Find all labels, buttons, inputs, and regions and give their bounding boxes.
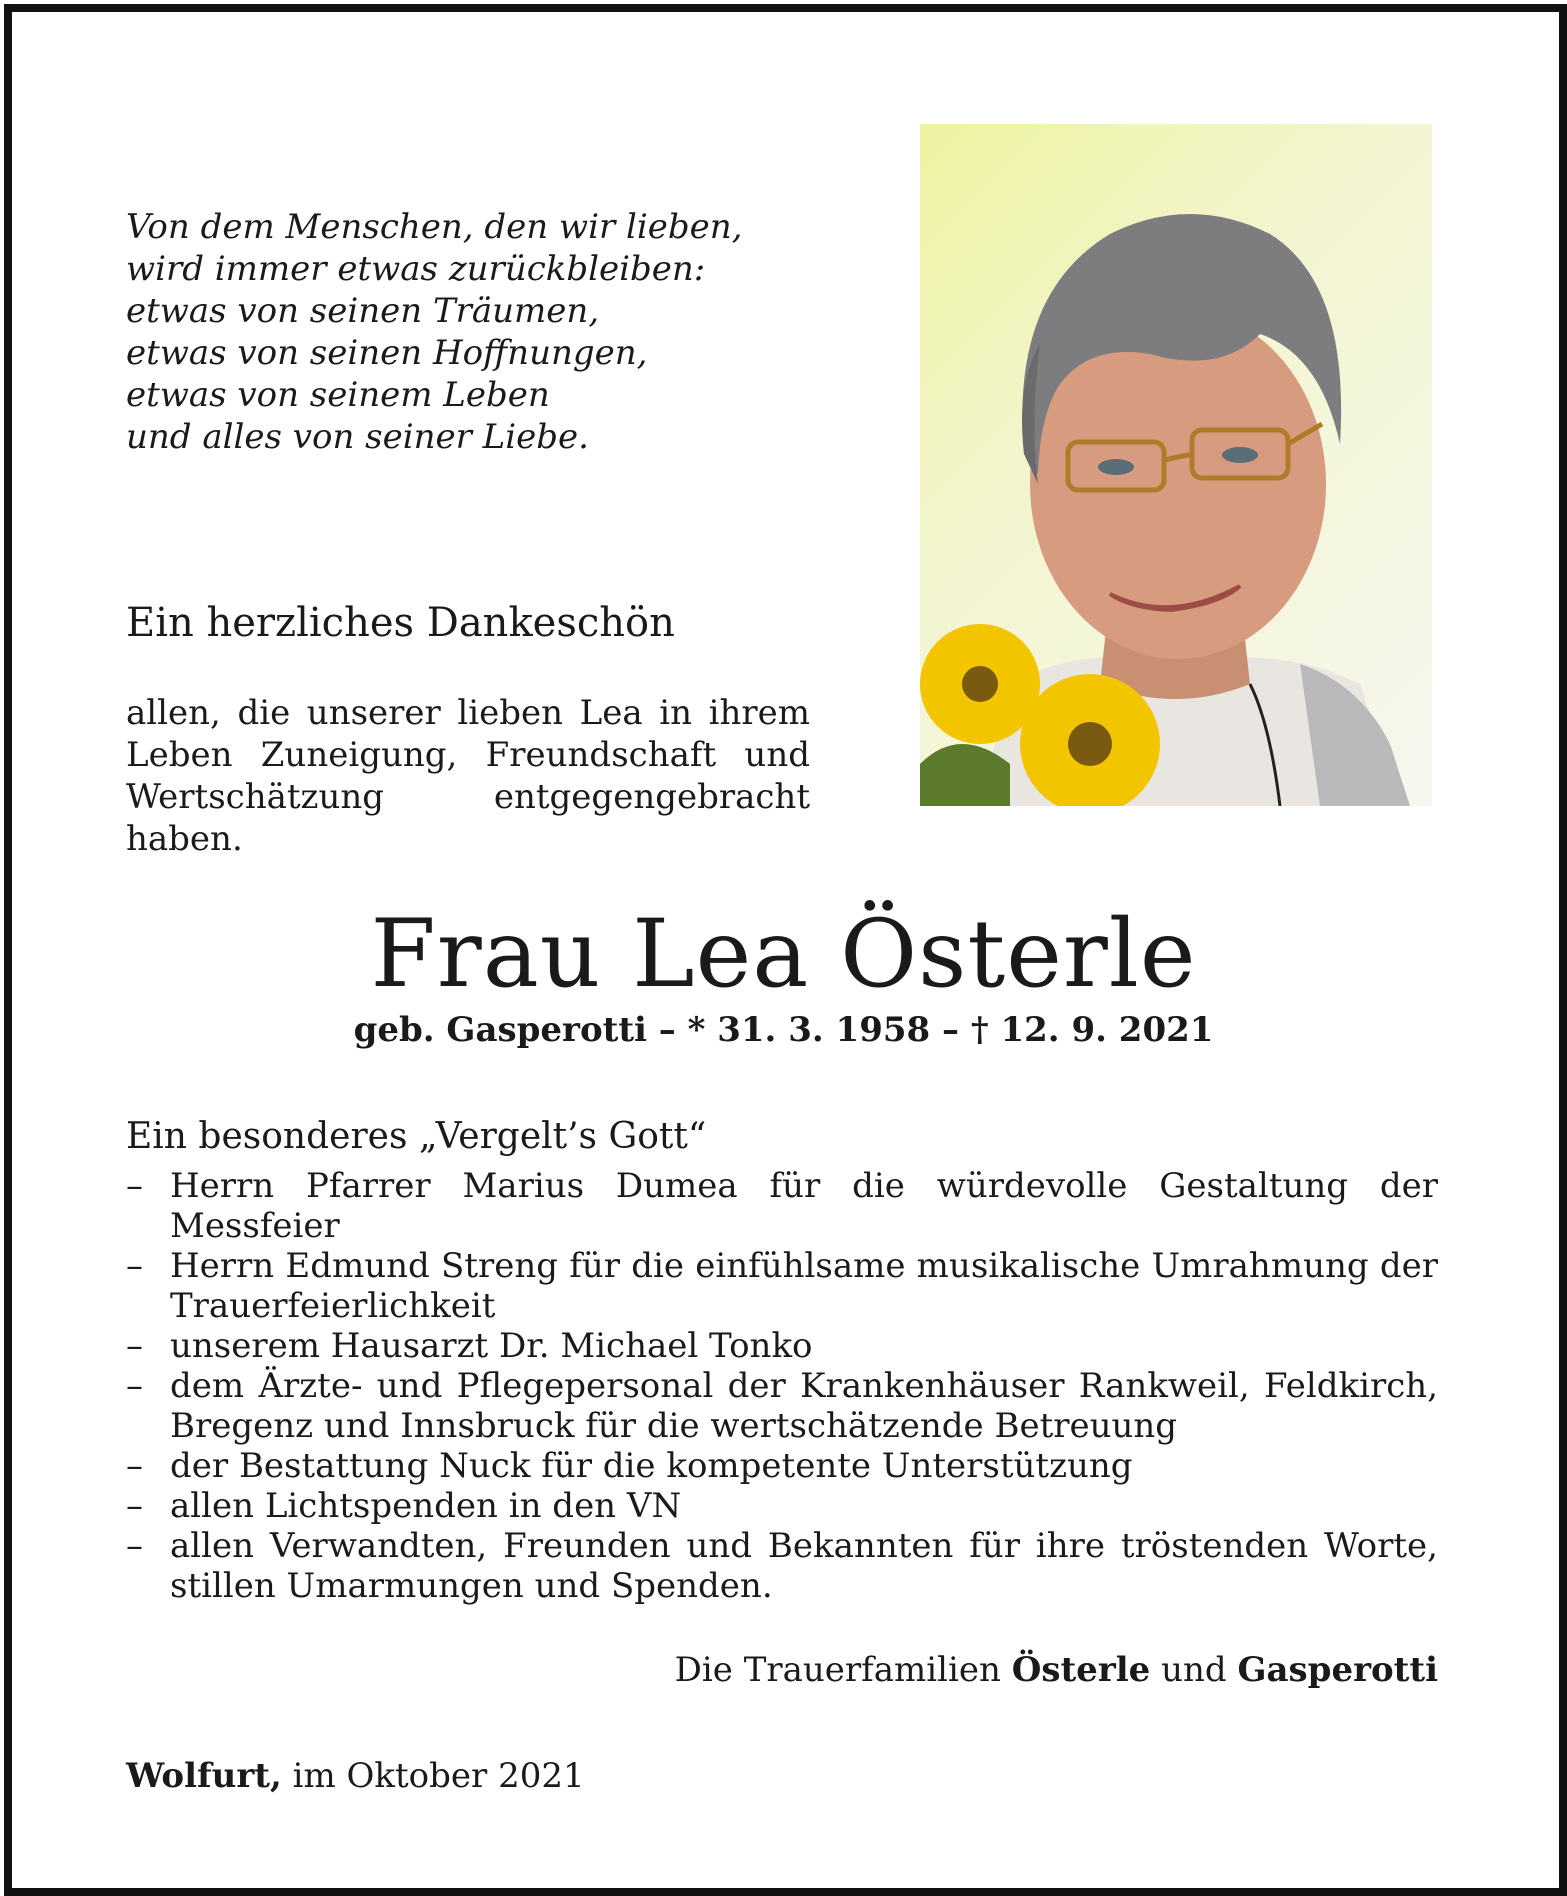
place-date	[126, 1756, 585, 1796]
vergelt-title: Ein besonderes „Vergelt’s Gott“	[126, 1116, 707, 1157]
list-item: – dem Ärzte- und Pflegepersonal der Krankenhäuser Rankweil, Feldkirch, Bregenz und Innsbruck für die wertschätzende Betreuung	[126, 1366, 1438, 1446]
list-item: – allen Verwandten, Freunden und Bekannten für ihre tröstenden Worte, stillen Umarmungen und Spenden.	[126, 1526, 1438, 1606]
thanks-list	[126, 1166, 1438, 1606]
poem-line: und alles von seiner Liebe.	[126, 417, 589, 457]
family-prefix: Die Trauerfamilien	[674, 1650, 1001, 1690]
poem-line: etwas von seinen Hoffnungen,	[126, 333, 648, 373]
portrait-photo	[920, 124, 1432, 806]
poem-line: wird immer etwas zurückbleiben:	[126, 249, 706, 289]
family-joiner: und	[1161, 1650, 1227, 1690]
mourning-families	[675, 1650, 1438, 1690]
list-item: – Herrn Edmund Streng für die einfühlsame musikalische Umrahmung der Trauerfeierlichkeit	[126, 1246, 1438, 1326]
poem-line: etwas von seinen Träumen,	[126, 291, 600, 331]
list-item: – unserem Hausarzt Dr. Michael Tonko	[126, 1326, 1438, 1366]
list-item: – der Bestattung Nuck für die kompetente Unterstützung	[126, 1446, 1438, 1486]
portrait-illustration	[920, 124, 1432, 806]
poem-line: etwas von seinem Leben	[126, 375, 550, 415]
thanks-text: allen, die unserer lieben Lea in ihrem Leben Zuneigung, Freundschaft und Wertschätzung entgegengebracht haben.	[126, 693, 810, 859]
list-item: – allen Lichtspenden in den VN	[126, 1486, 1438, 1526]
family-name-1: Österle	[1011, 1650, 1151, 1690]
family-name-2: Gasperotti	[1237, 1650, 1438, 1690]
birth-death-dates: geb. Gasperotti – * 31. 3. 1958 – † 12. 9. 2021	[353, 1010, 1214, 1050]
place-date-text: im Oktober 2021	[292, 1756, 585, 1796]
poem-line: Von dem Menschen, den wir lieben,	[126, 207, 743, 247]
list-item: – Herrn Pfarrer Marius Dumea für die würdevolle Gestaltung der Messfeier	[126, 1166, 1438, 1246]
thanks-title: Ein herzliches Dankeschön	[126, 600, 675, 646]
deceased-name: Frau Lea Österle	[370, 900, 1197, 1009]
poem	[126, 206, 742, 458]
place-town: Wolfurt,	[126, 1756, 282, 1796]
